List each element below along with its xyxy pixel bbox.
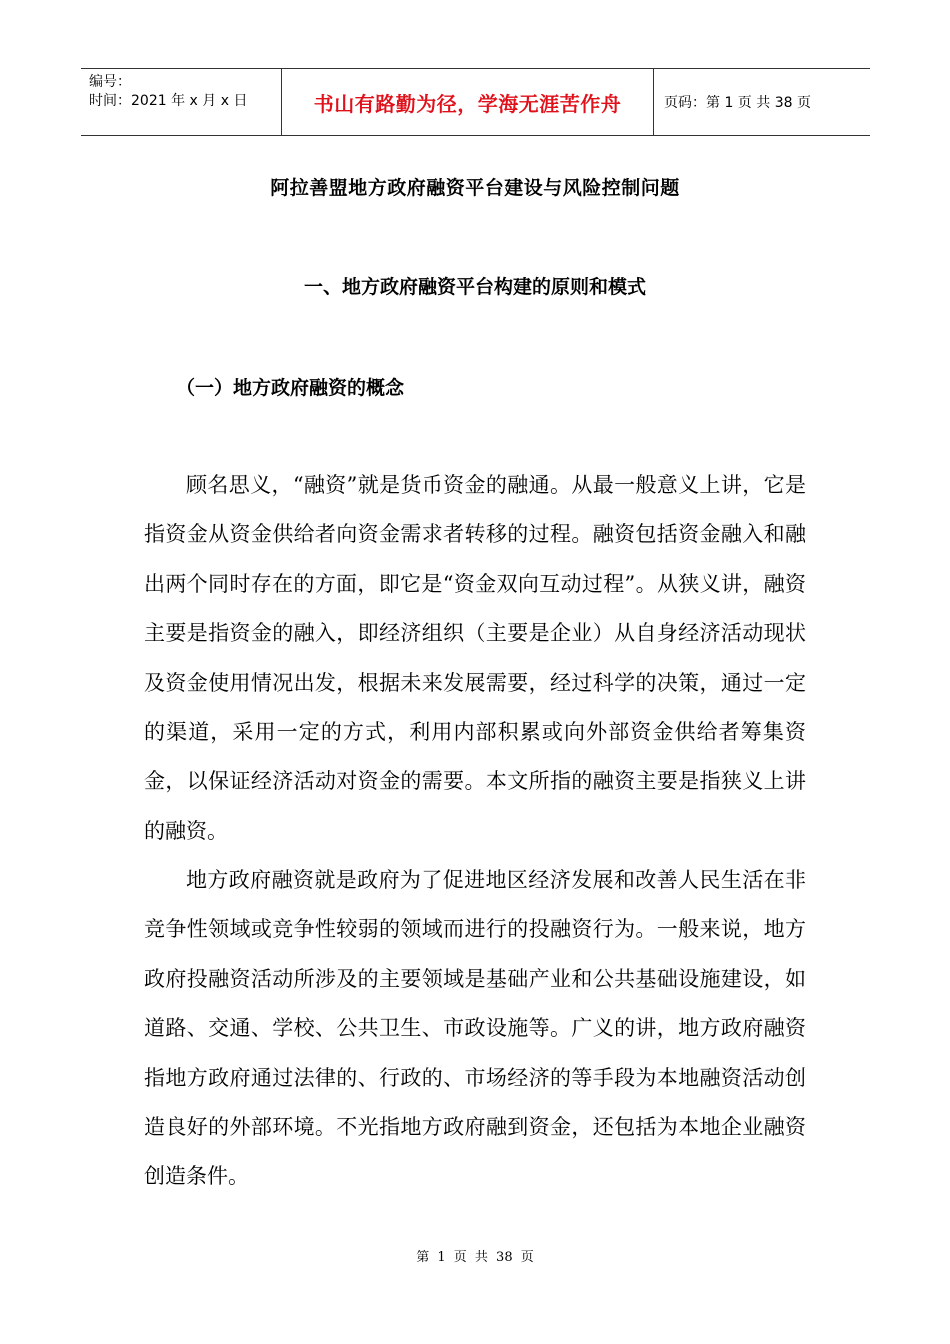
- header-meta: [81, 69, 282, 135]
- subsection-title: （一）地方政府融资的概念: [176, 377, 405, 399]
- page-footer: 第 1 页 共 38 页: [416, 1250, 534, 1265]
- paragraph-text: 地方政府融资就是政府为了促进地区经济发展和改善人民生活在非竞争性领域或竞争性较弱的领域而进行的投融资行为。一般来说，地方政府投融资活动所涉及的主要领域是基础产业和公共基础设施建设，如道路、交通、学校、公共卫生、市政设施等。广义的讲，地方政府融资指地方政府通过法律的、行政的、市场经济的等手段为本地融资活动创造良好的外部环境。不光指地方政府融到资金，还包括为本地企业融资创造条件。: [144, 868, 806, 1189]
- header-motto: 书山有路勤为径，学海无涯苦作舟: [282, 69, 654, 135]
- header-page-info: 页码：第 1 页 共 38 页: [664, 95, 811, 111]
- number-label: 编号：: [89, 74, 131, 90]
- time-label: 时间：2021 年 x 月 x 日: [89, 93, 248, 109]
- paragraph-text: 顾名思义，“融资”就是货币资金的融通。从最一般意义上讲，它是指资金从资金供给者向资金需求者转移的过程。融资包括资金融入和融出两个同时存在的方面，即它是“资金双向互动过程”。从狭义讲，融资主要是指资金的融入，即经济组织（主要是企业）从自身经济活动现状及资金使用情况出发，根据未来发展需要，经过科学的决策，通过一定的渠道，采用一定的方式，利用内部积累或向外部资金供给者筹集资金，以保证经济活动对资金的需要。本文所指的融资主要是指狭义上讲的融资。: [144, 473, 806, 843]
- header-table: [81, 68, 870, 136]
- section-title: 一、地方政府融资平台构建的原则和模式: [303, 276, 646, 298]
- paragraph-1: [144, 461, 806, 856]
- paragraph-2: [144, 856, 806, 1202]
- document-title: 阿拉善盟地方政府融资平台建设与风险控制问题: [270, 177, 680, 199]
